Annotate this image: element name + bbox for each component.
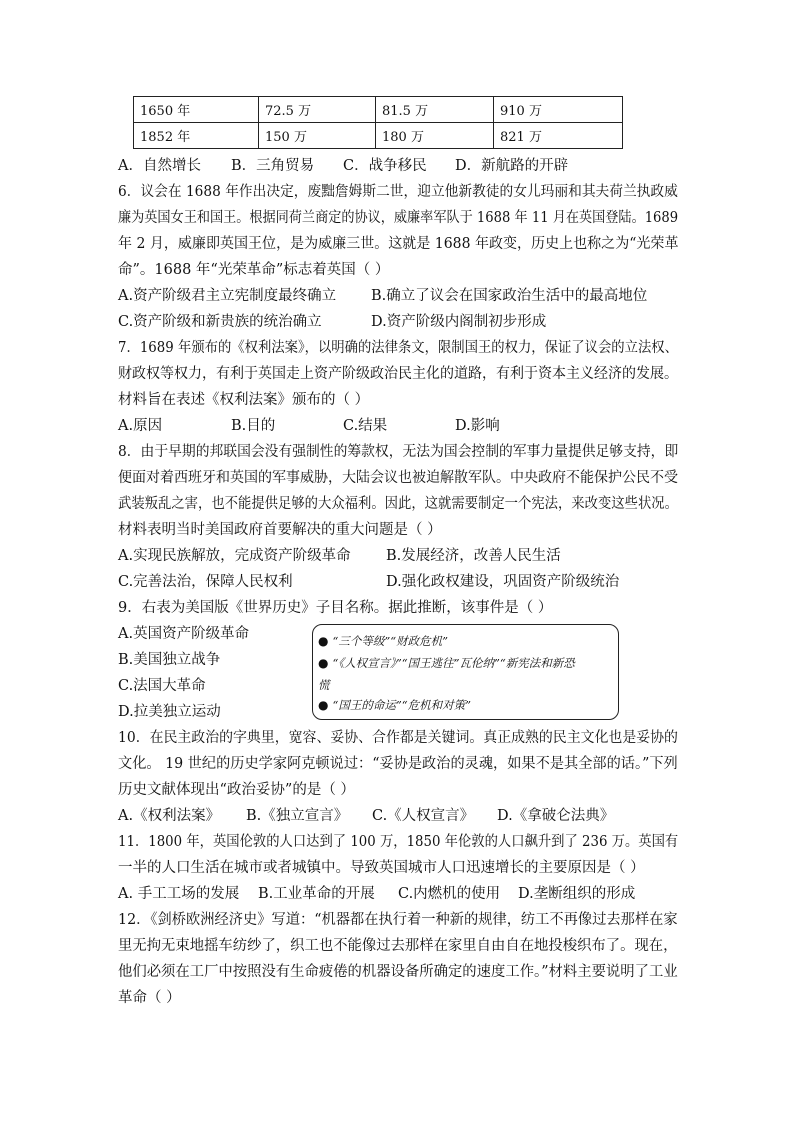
q6-option-b: B.确立了议会在国家政治生活中的最高地位 [371, 288, 648, 304]
q10-stem-line: 历史文献体现出“政治妥协”的是（ ） [118, 782, 355, 798]
q11-option-d: D.垄断组织的形成 [518, 886, 636, 902]
q11-stem-line: 一半的人口生活在城市或者城镇中。导致英国城市人口迅速增长的主要原因是（ ） [118, 860, 645, 876]
box-item-continued: 慌 [318, 678, 330, 692]
q8-option-a: A.实现民族解放，完成资产阶级革命 [118, 548, 351, 564]
q8-option-d: D.强化政权建设，巩固资产阶级统治 [386, 574, 620, 590]
box-item-text: “国王的命运”“危机和对策” [332, 698, 471, 712]
bullet-icon: ● [318, 698, 329, 712]
table-cell: 72.5 万 [259, 97, 376, 123]
q10-option-a: A.《权利法案》 [118, 808, 221, 824]
q11-option-a: A. 手工工场的发展 [118, 886, 240, 902]
q9-option-d: D.拉美独立运动 [118, 704, 221, 720]
q10-option-b: B.《独立宣言》 [246, 808, 349, 824]
q8-stem-line: 材料表明当时美国政府首要解决的重大问题是（ ） [118, 522, 442, 538]
q7-option-c: C.结果 [343, 418, 388, 434]
q12-stem-line: 里无拘无束地摇车纺纱了，织工也不能像过去那样在家里自由自在地投梭织布了。现在， [118, 938, 678, 954]
table-cell: 1650 年 [134, 97, 259, 123]
table-cell: 821 万 [494, 123, 623, 149]
q7-stem-line: 7．1689 年颁布的《权利法案》，以明确的法律条文，限制国王的权力，保证了议会的立法权、 [118, 340, 678, 356]
table-cell: 150 万 [259, 123, 376, 149]
q9-option-b: B.美国独立战争 [118, 652, 221, 668]
q6-stem-line: 6．议会在 1688 年作出决定，废黜詹姆斯二世，迎立他新教徒的女儿玛丽和其夫荷兰执政威 [118, 184, 678, 200]
q10-option-c: C.《人权宣言》 [372, 808, 475, 824]
q7-stem-line: 财政权等权力，有利于英国走上资产阶级政治民主化的道路，有利于资本主义经济的发展。 [118, 366, 678, 382]
q7-stem-line: 材料旨在表述《权利法案》颁布的（ ） [118, 392, 370, 408]
q5-option-d: D．新航路的开辟 [455, 158, 569, 174]
box-item [318, 633, 448, 649]
q11-option-b: B.工业革命的开展 [258, 886, 375, 902]
bullet-icon: ● [318, 634, 329, 648]
q6-option-c: C.资产阶级和新贵族的统治确立 [118, 314, 322, 330]
q7-option-a: A.原因 [118, 418, 163, 434]
q11-stem-line: 11．1800 年，英国伦敦的人口达到了 100 万，1850 年伦敦的人口飙升到了 236 万。英国有 [118, 834, 679, 850]
q6-stem-line: 廉为英国女王和国王。根据同荷兰商定的协议，威廉率军队于 1688 年 11 月在英国登陆。1689 [118, 210, 679, 226]
q5-option-b: B．三角贸易 [231, 158, 315, 174]
q6-stem-line: 年 2 月，威廉即英国王位，是为威廉三世。这就是 1688 年政变，历史上也称之为“光荣革 [118, 236, 679, 252]
q12-stem-line: 革命（ ） [118, 990, 181, 1006]
q11-option-c: C.内燃机的使用 [398, 886, 501, 902]
q7-option-b: B.目的 [231, 418, 276, 434]
table-row [134, 97, 623, 123]
table-cell: 1852 年 [134, 123, 259, 149]
table-cell: 910 万 [494, 97, 623, 123]
q5-option-a: A．自然增长 [118, 158, 201, 174]
bullet-icon: ● [318, 656, 329, 670]
q10-option-d: D.《拿破仑法典》 [497, 808, 615, 824]
table-cell: 180 万 [376, 123, 494, 149]
box-item-text: “三个等级”“财政危机” [332, 634, 448, 648]
table-row [134, 123, 623, 149]
q5-option-c: C．战争移民 [343, 158, 427, 174]
q9-option-c: C.法国大革命 [118, 678, 206, 694]
box-item [318, 655, 575, 671]
q9-option-a: A.英国资产阶级革命 [118, 626, 250, 642]
q8-option-c: C.完善法治，保障人民权利 [118, 574, 293, 590]
subtitle-box [312, 624, 619, 720]
q12-stem-line: 他们必须在工厂中按照没有生命疲倦的机器设备所确定的速度工作。”材料主要说明了工业 [118, 964, 678, 980]
q6-option-a: A.资产阶级君主立宪制度最终确立 [118, 288, 337, 304]
q8-option-b: B.发展经济，改善人民生活 [386, 548, 561, 564]
box-item [318, 697, 471, 713]
q7-option-d: D.影响 [455, 418, 500, 434]
q6-option-d: D.资产阶级内阁制初步形成 [371, 314, 547, 330]
q8-stem-line: 武装叛乱之害，也不能提供足够的大众福利。因此，这就需要制定一个宪法，来改变这些状况。 [118, 496, 678, 512]
q12-stem-line: 12．《剑桥欧洲经济史》写道：“机器都在执行着一种新的规律，纺工不再像过去那样在家 [118, 912, 678, 928]
q8-stem-line: 便面对着西班牙和英国的军事威胁，大陆会议也被迫解散军队。中央政府不能保护公民不受 [118, 470, 678, 486]
q8-stem-line: 8．由于早期的邦联国会没有强制性的筹款权，无法为国会控制的军事力量提供足够支持，即 [118, 444, 679, 460]
q6-stem-line: 命”。1688 年“光荣革命”标志着英国（ ） [118, 262, 390, 278]
table-cell: 81.5 万 [376, 97, 494, 123]
q9-stem-line: 9．右表为美国版《世界历史》子目名称。据此推断，该事件是（ ） [118, 600, 553, 616]
box-item-text: “《人权宣言》”“国王逃往”瓦伦纳”“新宪法和新恐 [332, 656, 575, 670]
q10-stem-line: 文化。 19 世纪的历史学家阿克顿说过：“妥协是政治的灵魂，如果不是其全部的话。”下列 [118, 756, 678, 772]
q10-stem-line: 10．在民主政治的字典里，宽容、妥协、合作都是关键词。真正成熟的民主文化也是妥协的 [118, 730, 678, 746]
population-table [133, 96, 623, 149]
